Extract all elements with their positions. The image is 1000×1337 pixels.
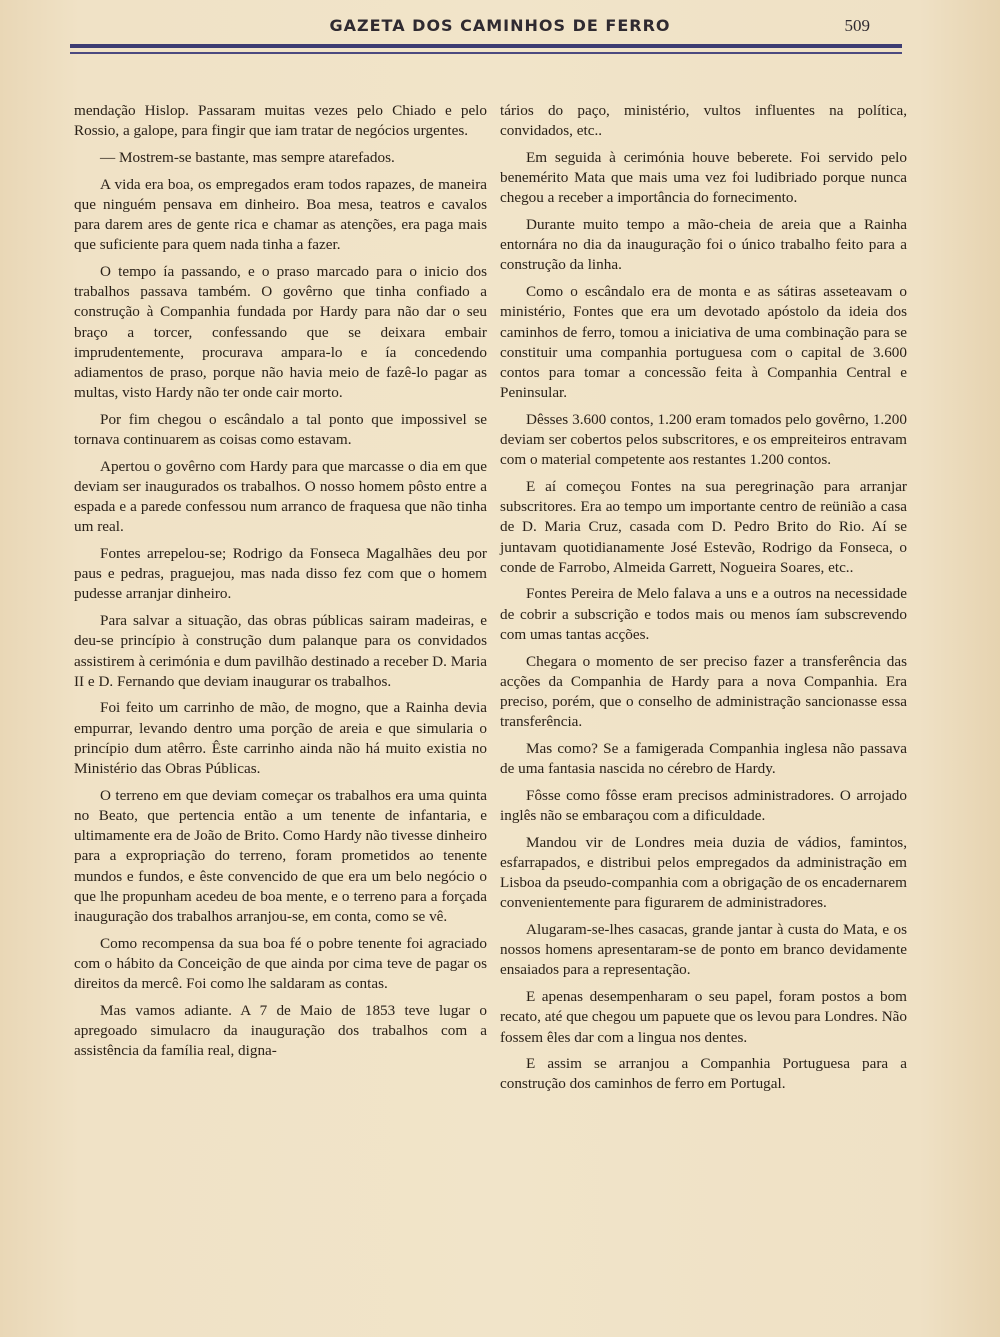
paragraph: mendação Hislop. Passaram muitas vezes pelo Chiado e pelo Rossio, a galope, para fingir que iam tratar de negócios urgentes. (74, 102, 487, 140)
paragraph: A vida era boa, os empregados eram todos rapazes, de maneira que ninguém pensava em dinheiro. Boa mesa, teatros e cavalos para darem ares de gente rica e chamar as atenções, era paga mais que suficiente para quem nada tinha a fazer. (74, 175, 487, 254)
paragraph: O tempo ía passando, e o praso marcado para o inicio dos trabalhos passava também. O govêrno que tinha confiado a construção à Companhia fundada por Hardy para não dar o seu braço a torcer, confessando que se deixara embair imprudentemente, procurava ampara-lo e ía concedendo adiamentos de praso, porque não havia meio de fazê-lo pagar as multas, visto Hardy não ter onde cair morto. (74, 262, 487, 402)
paragraph: Chegara o momento de ser preciso fazer a transferência das acções da Companhia de Hardy para a nova Companhia. Era preciso, porém, que o conselho de administração sancionasse essa transferência. (500, 652, 907, 731)
right-column (500, 101, 907, 1095)
header-rule-thin (70, 52, 902, 54)
paragraph: Dêsses 3.600 contos, 1.200 eram tomados pelo govêrno, 1.200 deviam ser cobertos pelos subscritores, e os empreiteiros entravam com o material competente aos restantes 1.200 contos. (500, 410, 907, 469)
paragraph: Apertou o govêrno com Hardy para que marcasse o dia em que deviam ser inaugurados os trabalhos. O nosso homem pôsto entre a espada e a parede confessou num arranco de fraquesa que não tinha um real. (74, 457, 487, 536)
header-rule (70, 44, 902, 48)
page-number: 509 (844, 16, 870, 35)
paragraph: Mas como? Se a famigerada Companhia inglesa não passava de uma fantasia nascida no cérebro de Hardy. (500, 739, 907, 778)
paragraph: Como o escândalo era de monta e as sátiras asseteavam o ministério, Fontes que era um devotado apóstolo da ideia dos caminhos de ferro, tomou a iniciativa de uma combinação para se constituir uma companhia portuguesa com o capital de 3.600 contos para tomar a concessão feita à Companhia Central e Peninsular. (500, 283, 907, 402)
paragraph: Fôsse como fôsse eram precisos administradores. O arrojado inglês não se embaraçou com a dificuldade. (500, 786, 907, 824)
paragraph: E assim se arranjou a Companhia Portuguesa para a construção dos caminhos de ferro em Portugal. (500, 1055, 907, 1093)
paragraph: — Mostrem-se bastante, mas sempre atarefados. (100, 148, 395, 166)
paragraph: Por fim chegou o escândalo a tal ponto que impossivel se tornava continuarem as coisas como estavam. (74, 410, 487, 449)
paragraph: Alugaram-se-lhes casacas, grande jantar à custa do Mata, e os nossos homens apresentaram-se de ponto em branco devidamente ensaiados para a representação. (500, 921, 907, 979)
paragraph: Durante muito tempo a mão-cheia de areia que a Rainha entornára no dia da inauguração foi o único trabalho feito para a construção da linha. (500, 216, 907, 274)
paragraph: Para salvar a situação, das obras públicas sairam madeiras, e deu-se princípio à construção dum palanque para os convidados assistirem à cerimónia e dum pavilhão destinado a receber D. Maria II e D. Fernando que deviam inaugurar os trabalhos. (74, 612, 487, 690)
paragraph: Mandou vir de Londres meia duzia de vádios, famintos, esfarrapados, e distribui pelos empregados da administração em Lisboa da pseudo-companhia com a obrigação de os encadernarem convenientemente para figurarem de administradores. (500, 833, 907, 912)
page-header-title: GAZETA DOS CAMINHOS DE FERRO (329, 16, 671, 35)
paragraph: tários do paço, ministério, vultos influentes na política, convidados, etc.. (500, 102, 907, 140)
paragraph: Foi feito um carrinho de mão, de mogno, que a Rainha devia empurrar, levando dentro uma porção de areia e que simularia o princípio dum atêrro. Êste carrinho ainda não há muito existia no Ministério das Obras Públicas. (74, 699, 487, 778)
paragraph: Fontes arrepelou-se; Rodrigo da Fonseca Magalhães deu por paus e pedras, praguejou, mas nada disso fez com que o homem pudesse arranjar dinheiro. (74, 545, 487, 603)
paragraph: Fontes Pereira de Melo falava a uns e a outros na necessidade de cobrir a subscrição e todos mais ou menos íam subscrevendo com umas tantas acções. (500, 585, 907, 643)
left-column (74, 101, 487, 1061)
paragraph: O terreno em que deviam começar os trabalhos era uma quinta no Beato, que pertencia então a um tenente de infantaria, e ultimamente era de João de Brito. Como Hardy não tivesse dinheiro para a expropriação do terreno, foram prometidos ao tenente mundos e fundos, e êste convencido de que era um belo negócio o que lhe propunham acedeu de boa mente, e o terreno para a forçada inauguração dos trabalhos arranjou-se, em conta, como se vê. (74, 786, 487, 926)
paragraph: Mas vamos adiante. A 7 de Maio de 1853 teve lugar o apregoado simulacro da inauguração dos trabalhos com a assistência da família real, digna- (74, 1001, 487, 1060)
paragraph: Como recompensa da sua boa fé o pobre tenente foi agraciado com o hábito da Conceição de que ainda por cima teve de pagar os direitos da mercê. Foi como lhe saldaram as contas. (74, 934, 487, 993)
paragraph: E aí começou Fontes na sua peregrinação para arranjar subscritores. Era ao tempo um importante centro de reünião a casa de D. Maria Cruz, casada com D. Pedro Brito do Rio. Aí se juntavam quotidianamente José Estevão, Rodrigo da Fonseca, o conde de Farrobo, Almeida Garrett, Nogueira Soares, etc.. (500, 477, 907, 576)
paragraph: Em seguida à cerimónia houve beberete. Foi servido pelo benemérito Mata que mais uma vez foi ludibriado porque nunca chegou a receber a importância do fornecimento. (500, 148, 907, 207)
paragraph: E apenas desempenharam o seu papel, foram postos a bom recato, até que chegou um papuete que os levou para Londres. Não fossem êles dar com a lingua nos dentes. (500, 988, 907, 1046)
